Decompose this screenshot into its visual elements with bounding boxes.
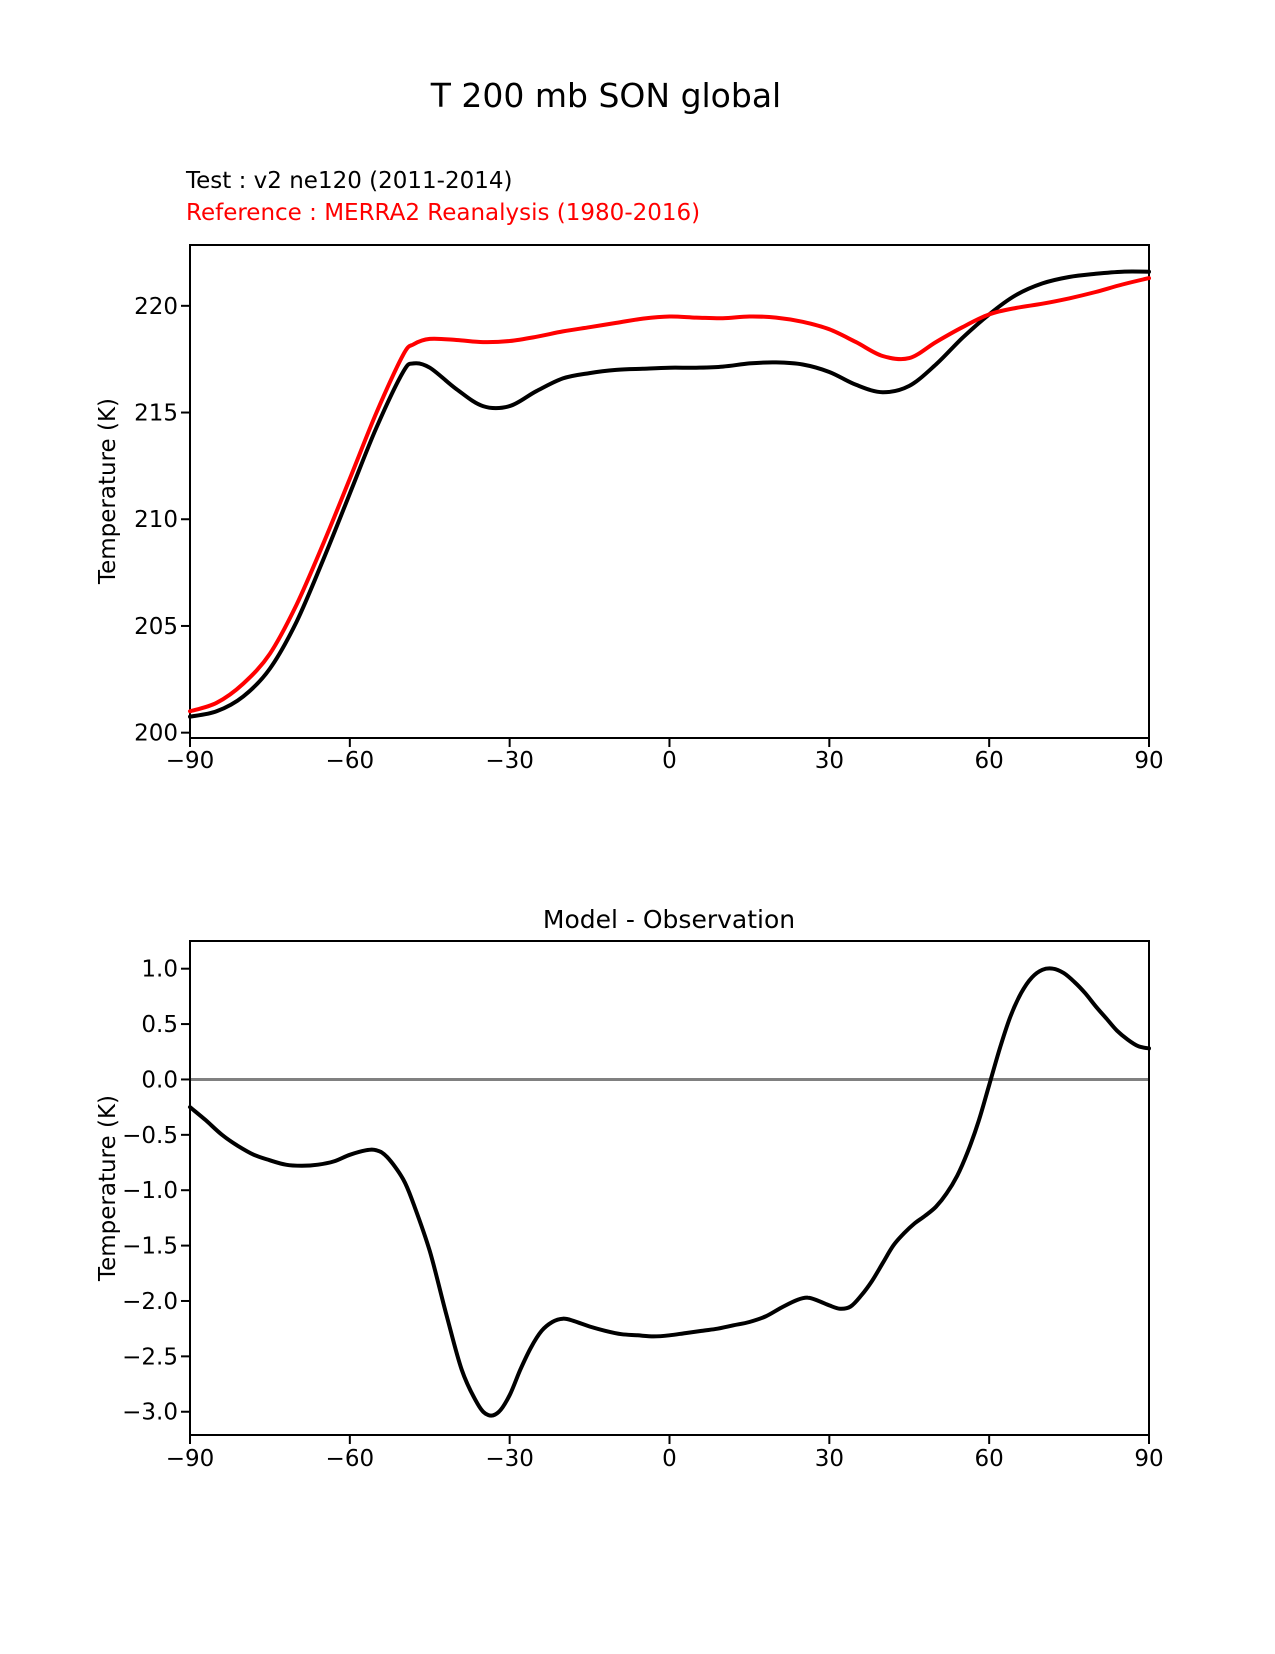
- difference-chart-ylabel: Temperature (K): [95, 1094, 121, 1282]
- series-line: [190, 272, 1149, 717]
- axes-border: [190, 941, 1149, 1435]
- y-tick-label: −2.5: [122, 1344, 178, 1371]
- difference-chart: [95, 905, 1164, 1472]
- legend-test-label: Test : v2 ne120 (2011-2014): [186, 168, 513, 194]
- y-tick-label: 0.0: [141, 1067, 178, 1094]
- axes-border: [190, 245, 1149, 738]
- x-tick-label: 0: [662, 1446, 677, 1472]
- x-tick-label: −90: [165, 748, 215, 774]
- x-tick-label: 90: [1134, 748, 1164, 774]
- legend-reference-label: Reference : MERRA2 Reanalysis (1980-2016): [186, 200, 701, 226]
- temperature-chart: [95, 245, 1164, 774]
- y-tick-label: 1.0: [141, 956, 178, 983]
- y-tick-label: −1.0: [122, 1178, 178, 1205]
- y-tick-label: −1.5: [122, 1233, 178, 1260]
- difference-chart-plot-area: [122, 941, 1164, 1472]
- x-tick-label: 90: [1134, 1446, 1164, 1472]
- x-tick-label: 0: [662, 748, 677, 774]
- x-tick-label: 30: [814, 1446, 844, 1472]
- y-tick-label: −3.0: [122, 1399, 178, 1426]
- difference-chart-title: Model - Observation: [542, 905, 796, 934]
- x-tick-label: −30: [485, 748, 534, 774]
- x-tick-label: 30: [814, 748, 844, 774]
- x-tick-label: 60: [974, 1446, 1004, 1472]
- series-line: [190, 968, 1149, 1415]
- x-tick-label: −30: [485, 1446, 534, 1472]
- series-line: [190, 278, 1149, 711]
- x-tick-label: −60: [325, 748, 375, 774]
- x-tick-label: −90: [165, 1446, 215, 1472]
- temperature-chart-ylabel: Temperature (K): [95, 397, 121, 585]
- y-tick-label: −2.0: [122, 1288, 178, 1315]
- y-tick-label: 0.5: [141, 1012, 178, 1039]
- y-tick-label: −0.5: [122, 1122, 178, 1149]
- y-tick-label: 200: [134, 720, 178, 747]
- y-tick-label: 215: [134, 400, 178, 427]
- x-tick-label: 60: [974, 748, 1004, 774]
- y-tick-label: 210: [134, 507, 178, 534]
- figure-title: T 200 mb SON global: [430, 76, 782, 115]
- x-tick-label: −60: [325, 1446, 375, 1472]
- y-tick-label: 220: [134, 293, 178, 320]
- y-tick-label: 205: [134, 613, 178, 640]
- temperature-chart-plot-area: [134, 245, 1164, 774]
